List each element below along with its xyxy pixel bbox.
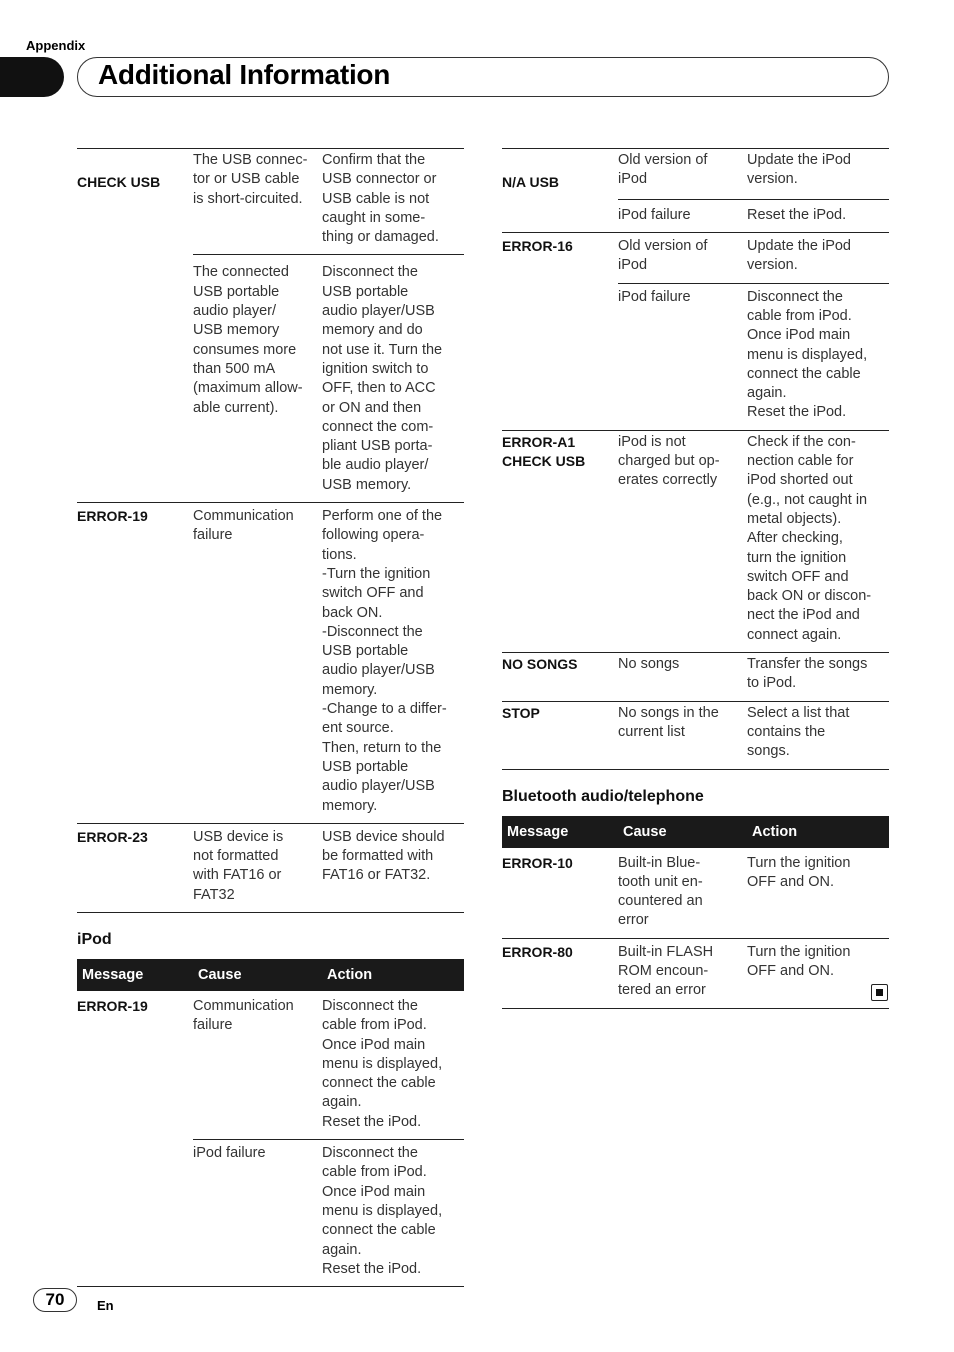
action-cell: Disconnect the cable from iPod. Once iPod main menu is displayed, connect the cable again. Reset the iPod. xyxy=(322,1145,443,1277)
table-row xyxy=(502,199,889,232)
table-row xyxy=(502,149,889,200)
message-cell: ERROR-10 xyxy=(502,848,618,939)
left-column xyxy=(77,148,464,1287)
table-row xyxy=(502,701,889,769)
page-title: Additional Information xyxy=(98,59,391,90)
section-tab xyxy=(0,57,64,97)
cause-cell: iPod failure xyxy=(193,1145,266,1162)
action-cell: Check if the con- nection cable for iPod shorted out (e.g., not caught in metal objects). After checking, turn the ignition switch OFF and back ON or discon- nect the iPod and connect again. xyxy=(747,430,889,652)
table-row xyxy=(77,1140,464,1287)
table-row xyxy=(502,848,889,939)
cause-cell: Old version of iPod xyxy=(618,149,747,200)
action-cell: Disconnect the cable from iPod. Once iPod main menu is displayed, connect the cable again. Reset the iPod. xyxy=(747,283,889,430)
message-cell xyxy=(77,1140,193,1287)
table-row xyxy=(77,823,464,912)
ipod-heading: iPod xyxy=(77,930,112,948)
column-header-cause: Cause xyxy=(618,816,747,848)
language-label: En xyxy=(97,1298,114,1313)
message-cell: ERROR-80 xyxy=(502,943,573,960)
table-row xyxy=(502,938,889,1008)
cause-cell: The USB connec- tor or USB cable is short-circuited. xyxy=(193,149,322,255)
table-row xyxy=(77,255,464,503)
action-cell: Turn the ignition OFF and ON. xyxy=(747,943,851,979)
message-cell: ERROR-16 xyxy=(502,238,573,255)
cause-cell: No songs in the current list xyxy=(618,704,719,740)
bluetooth-heading: Bluetooth audio/telephone xyxy=(502,787,704,805)
action-cell: Update the iPod version. xyxy=(747,233,889,284)
table-header xyxy=(502,816,889,848)
column-header-message: Message xyxy=(77,959,193,991)
action-cell: Disconnect the cable from iPod. Once iPod main menu is displayed, connect the cable again. Reset the iPod. xyxy=(322,991,464,1140)
message-cell: NO SONGS xyxy=(502,653,618,702)
column-header-action: Action xyxy=(747,816,889,848)
cause-cell: The connected USB portable audio player/ USB memory consumes more than 500 mA (maximum allow- able current). xyxy=(193,255,322,503)
table-row xyxy=(502,233,889,284)
action-cell: USB device should be formatted with FAT16 or FAT32. xyxy=(322,828,445,884)
action-cell: Disconnect the USB portable audio player/USB memory and do not use it. Turn the ignition switch to OFF, then to ACC or ON and then connect the com- pliant USB porta- ble audio player/ USB memory. xyxy=(322,255,464,503)
page-number: 70 xyxy=(33,1288,77,1312)
action-cell: Confirm that the USB connector or USB cable is not caught in some- thing or damaged. xyxy=(322,149,464,255)
cause-cell: iPod is not charged but op- erates correctly xyxy=(618,430,747,652)
action-cell: Reset the iPod. xyxy=(747,199,889,232)
stop-square-icon xyxy=(871,984,888,1001)
message-cell xyxy=(77,255,193,503)
action-cell: Perform one of the following opera- tions. -Turn the ignition switch OFF and back ON. -Disconnect the USB portable audio player/USB memory. -Change to a differ- ent source. Then, return to the USB portable audio player/USB memory. xyxy=(322,503,464,824)
ipod-error-table xyxy=(77,959,464,1287)
cause-cell: Built-in FLASH ROM encoun- tered an error xyxy=(618,943,714,999)
action-cell: Turn the ignition OFF and ON. xyxy=(747,848,889,939)
table-row xyxy=(502,653,889,702)
section-label: Appendix xyxy=(26,38,86,53)
message-cell xyxy=(502,199,618,232)
message-cell: N/A USB xyxy=(502,174,560,190)
column-header-action: Action xyxy=(322,959,464,991)
column-header-cause: Cause xyxy=(193,959,322,991)
message-cell: ERROR-23 xyxy=(77,828,148,845)
table-row xyxy=(502,430,889,652)
cause-cell: Communication failure xyxy=(193,991,322,1140)
cause-cell: iPod failure xyxy=(618,199,747,232)
cause-cell: Built-in Blue- tooth unit en- countered an error xyxy=(618,848,747,939)
table-row xyxy=(77,991,464,1140)
cause-cell: Old version of iPod xyxy=(618,233,747,284)
message-cell: CHECK USB xyxy=(77,174,161,190)
cause-cell: No songs xyxy=(618,653,747,702)
bluetooth-error-table xyxy=(502,816,889,1009)
table-header xyxy=(77,959,464,991)
cause-cell: iPod failure xyxy=(618,283,747,430)
usb-error-table xyxy=(77,148,464,913)
message-cell: ERROR-19 xyxy=(77,997,148,1014)
message-cell: ERROR-19 xyxy=(77,503,193,824)
cause-cell: Communication failure xyxy=(193,503,322,824)
message-cell xyxy=(502,283,618,430)
right-column xyxy=(502,148,889,1009)
table-row xyxy=(77,503,464,824)
table-row xyxy=(77,149,464,255)
column-header-message: Message xyxy=(502,816,618,848)
action-cell: Update the iPod version. xyxy=(747,149,889,200)
action-cell: Select a list that contains the songs. xyxy=(747,704,850,760)
cause-cell: USB device is not formatted with FAT16 or FAT32 xyxy=(193,828,284,903)
ipod-error-table-continued xyxy=(502,148,889,770)
table-row xyxy=(502,283,889,430)
message-cell: STOP xyxy=(502,704,540,721)
message-cell: ERROR-A1 CHECK USB xyxy=(502,430,618,652)
action-cell: Transfer the songs to iPod. xyxy=(747,653,889,702)
